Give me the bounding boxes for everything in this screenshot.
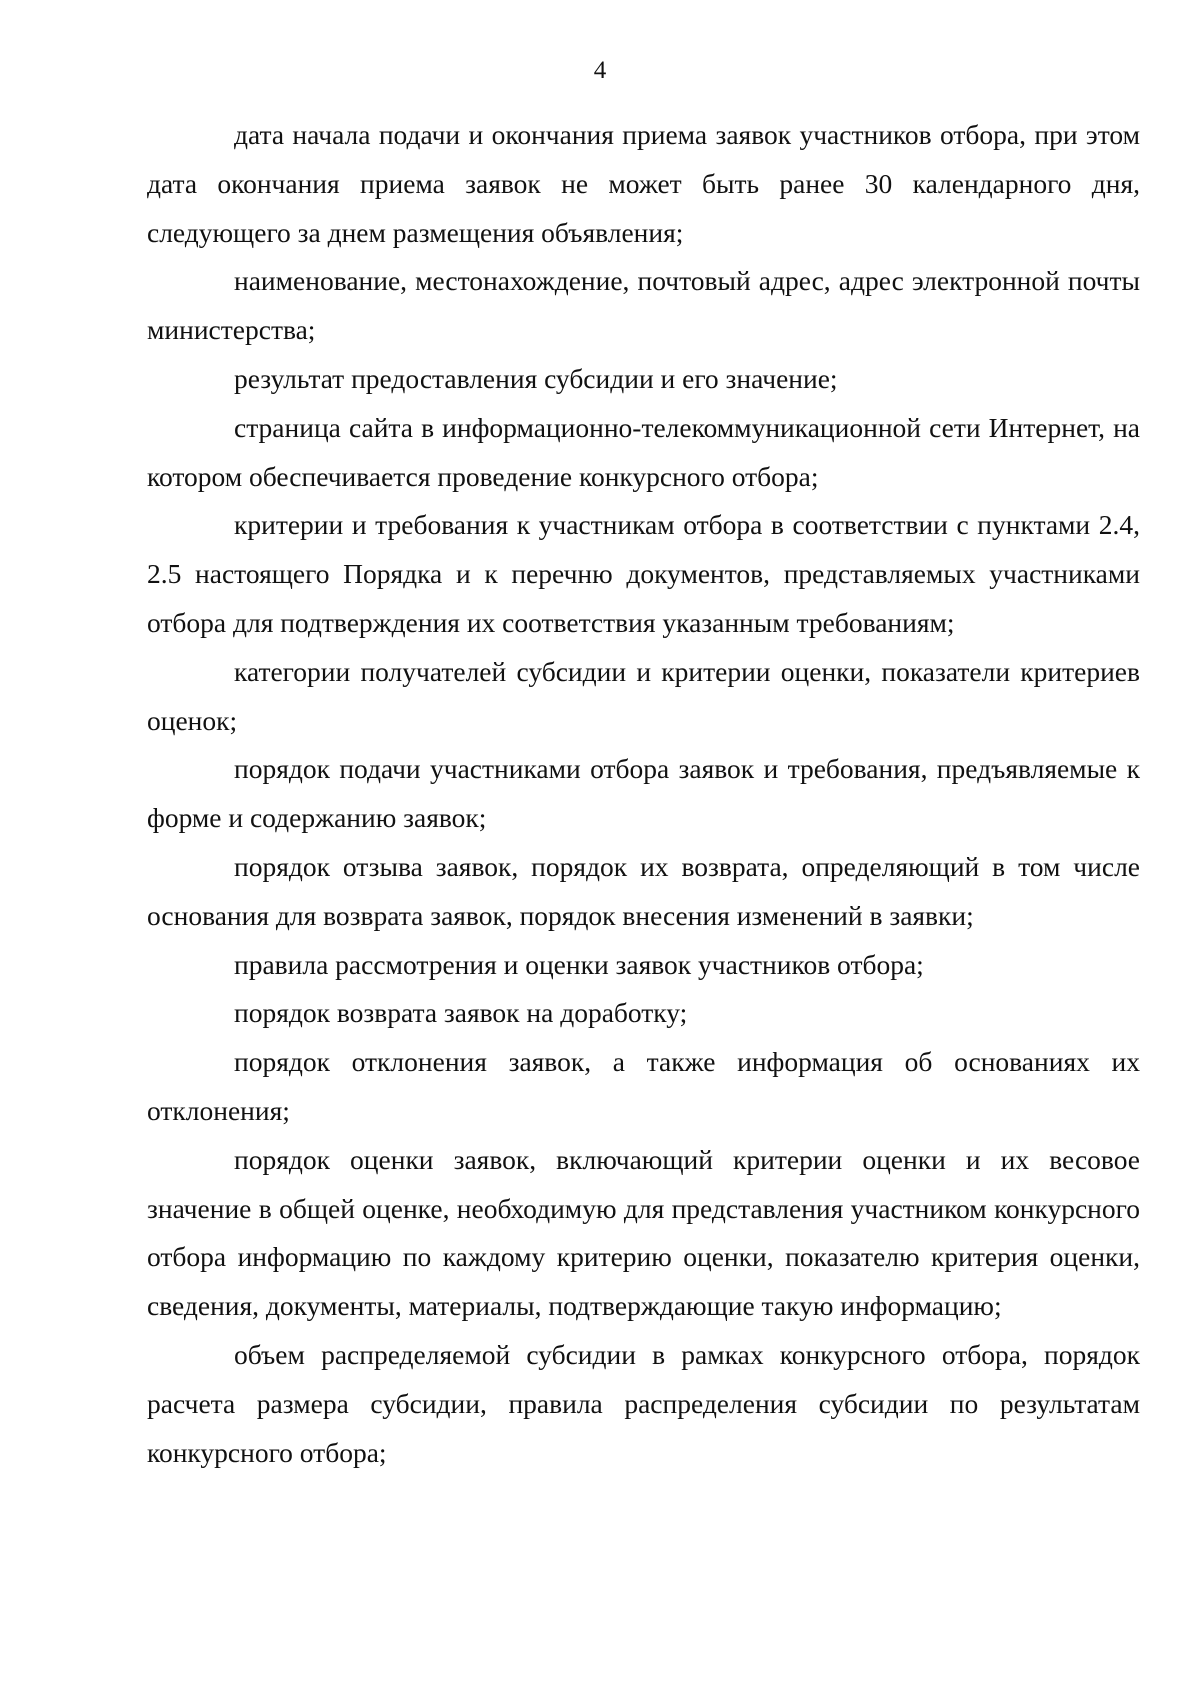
paragraph-evaluation-procedure: порядок оценки заявок, включающий критерии оценки и их весовое значение в общей оценке, необходимую для представления участником конкурсного отбора информацию по каждому критерию оценки, показателю критерия оценки, сведения, документы, материалы, подтверждающие такую информацию; [147,1143,1140,1322]
paragraph-rejection-procedure: порядок отклонения заявок, а также информация об основаниях их отклонения; [147,1046,1140,1126]
paragraph-subsidy-volume: объем распределяемой субсидии в рамках конкурсного отбора, порядок расчета размера субсидии, правила распределения субсидии по результатам конкурсного отбора; [147,1338,1140,1468]
paragraph-withdrawal-procedure: порядок отзыва заявок, порядок их возврата, определяющий в том числе основания для возврата заявок, порядок внесения изменений в заявки; [147,850,1140,931]
paragraph-website-page: страница сайта в информационно-телекоммуникационной сети Интернет, на котором обеспечивается проведение конкурсного отбора; [147,411,1140,492]
page-number: 4 [593,57,607,84]
paragraph-recipient-categories: категории получателей субсидии и критерии оценки, показатели критериев оценок; [147,655,1140,736]
paragraph-application-dates: дата начала подачи и окончания приема заявок участников отбора, при этом дата окончания приема заявок не может быть ранее 30 календарного дня, следующего за днем размещения объявления; [147,119,1140,248]
paragraph-subsidy-result: результат предоставления субсидии и его значение; [234,362,838,394]
document-body [147,111,1140,1477]
paragraph-submission-procedure: порядок подачи участниками отбора заявок и требования, предъявляемые к форме и содержанию заявок; [147,753,1140,834]
paragraph-participant-criteria: критерии и требования к участникам отбора в соответствии с пунктами 2.4, 2.5 настоящего Порядка и к перечню документов, представляемых участниками отбора для подтверждения их соответствия указанным требованиям; [147,509,1140,638]
paragraph-return-for-revision: порядок возврата заявок на доработку; [234,997,688,1029]
paragraph-ministry-contacts: наименование, местонахождение, почтовый адрес, адрес электронной почты министерства; [147,265,1140,346]
paragraph-review-rules: правила рассмотрения и оценки заявок участников отбора; [234,948,924,980]
